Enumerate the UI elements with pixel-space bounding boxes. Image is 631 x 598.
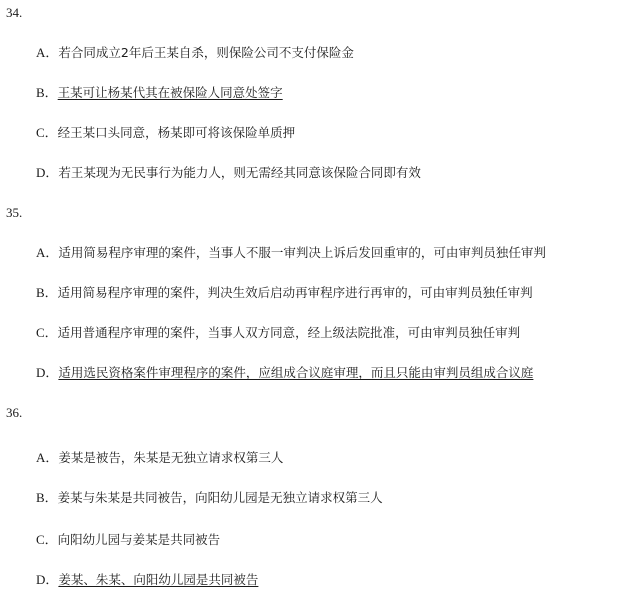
question-number-34: 34. [6, 5, 23, 20]
option-text: 姜某、朱某、向阳幼儿园是共同被告 [58, 572, 259, 587]
option-text: 经王某口头同意，杨某即可将该保险单质押 [57, 125, 296, 140]
option-letter: A． [36, 45, 59, 60]
option-text: 王某可让杨某代其在被保险人同意处签字 [57, 85, 283, 100]
q34-option-c [36, 125, 295, 142]
option-text: 适用选民资格案件审理程序的案件，应组成合议庭审理，而且只能由审判员组成合议庭 [58, 365, 534, 380]
option-text: 适用简易程序审理的案件，当事人不服一审判决上诉后发回重审的，可由审判员独任审判 [58, 245, 546, 260]
option-text: 向阳幼儿园与姜某是共同被告 [57, 532, 221, 547]
q36-option-a [36, 450, 283, 467]
q35-option-c [36, 325, 520, 342]
option-letter: C． [36, 532, 58, 547]
option-letter: B． [36, 490, 58, 505]
option-text: 若王某现为无民事行为能力人，则无需经其同意该保险合同即有效 [58, 165, 421, 180]
option-text: 姜某是被告，朱某是无独立请求权第三人 [58, 450, 284, 465]
option-text: 若合同成立2年后王某自杀，则保险公司不支付保险金 [58, 45, 354, 60]
option-letter: B． [36, 85, 58, 100]
option-letter: A． [36, 450, 59, 465]
q36-option-c [36, 532, 220, 549]
q34-option-a [36, 45, 354, 62]
question-number-36: 36. [6, 405, 23, 420]
question-number-35: 35. [6, 205, 23, 220]
option-text: 姜某与朱某是共同被告，向阳幼儿园是无独立请求权第三人 [57, 490, 383, 505]
option-letter: C． [36, 325, 58, 340]
option-letter: B． [36, 285, 58, 300]
q34-option-d [36, 165, 421, 182]
option-letter: D． [36, 572, 59, 587]
option-text: 适用普通程序审理的案件，当事人双方同意，经上级法院批准，可由审判员独任审判 [57, 325, 521, 340]
option-letter: D． [36, 165, 59, 180]
option-letter: C． [36, 125, 58, 140]
option-letter: A． [36, 245, 59, 260]
q35-option-d [36, 365, 533, 382]
option-letter: D． [36, 365, 59, 380]
q35-option-b [36, 285, 533, 302]
q34-option-b [36, 85, 283, 102]
q36-option-b [36, 490, 383, 507]
q36-option-d [36, 572, 258, 589]
q35-option-a [36, 245, 546, 262]
option-text: 适用简易程序审理的案件，判决生效后启动再审程序进行再审的，可由审判员独任审判 [57, 285, 533, 300]
